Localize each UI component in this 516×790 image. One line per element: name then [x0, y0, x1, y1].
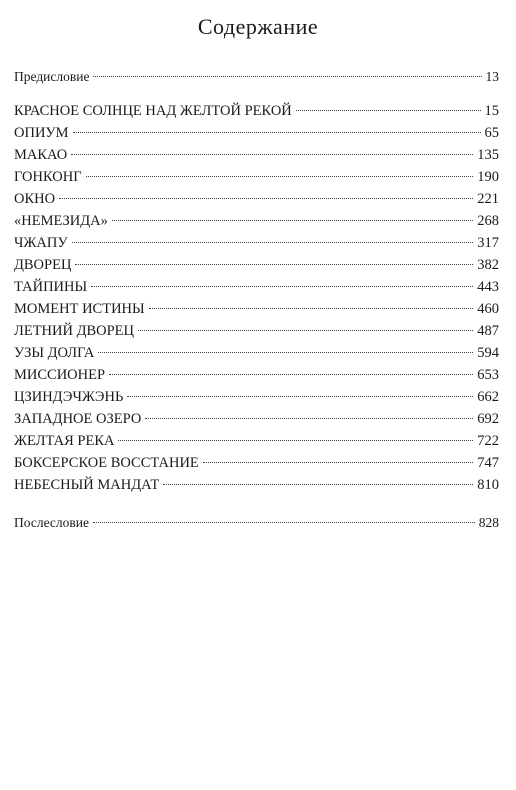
dot-leader — [91, 286, 473, 287]
toc-entry-label: УЗЫ ДОЛГА — [14, 345, 95, 361]
toc-entry-page: 662 — [477, 389, 499, 405]
toc-entry-label: Предисловие — [14, 69, 90, 84]
toc-entry-label: ЛЕТНИЙ ДВОРЕЦ — [14, 323, 135, 339]
dot-leader — [118, 440, 473, 441]
toc-entry-label: ОКНО — [14, 191, 56, 207]
dot-leader — [296, 110, 481, 111]
toc-entry-preface[interactable] — [14, 66, 499, 88]
dot-leader — [86, 176, 474, 177]
dot-leader — [163, 484, 473, 485]
toc-entry-label: МАКАО — [14, 147, 68, 163]
toc-entry-label: МИССИОНЕР — [14, 367, 106, 383]
toc-entry[interactable] — [14, 430, 499, 452]
toc-entry-page: 722 — [477, 433, 499, 449]
toc-entry[interactable] — [14, 276, 499, 298]
toc-entry[interactable] — [14, 408, 499, 430]
dot-leader — [72, 242, 474, 243]
dot-leader — [109, 374, 473, 375]
toc-entry-page: 487 — [477, 323, 499, 339]
toc-entry-label: БОКСЕРСКОЕ ВОССТАНИЕ — [14, 455, 199, 471]
dot-leader — [71, 154, 473, 155]
toc-entry[interactable] — [14, 166, 499, 188]
toc-entry[interactable] — [14, 342, 499, 364]
toc-entry-page: 190 — [477, 169, 499, 185]
toc-entry-page: 747 — [477, 455, 499, 471]
toc-entry-label: ДВОРЕЦ — [14, 257, 72, 273]
toc-entry[interactable] — [14, 320, 499, 342]
toc-entry-label: «НЕМЕЗИДА» — [14, 213, 108, 229]
toc-entry-page: 268 — [477, 213, 499, 229]
toc-entry-label: ГОНКОНГ — [14, 169, 82, 185]
toc-entry-label: НЕБЕСНЫЙ МАНДАТ — [14, 477, 160, 493]
toc-entry[interactable] — [14, 364, 499, 386]
toc-entry-page: 810 — [477, 477, 499, 493]
toc-entry[interactable] — [14, 298, 499, 320]
toc-entry[interactable] — [14, 122, 499, 144]
toc-entry[interactable] — [14, 452, 499, 474]
toc-entry-label: ТАЙПИНЫ — [14, 279, 88, 295]
toc-entry-page: 65 — [484, 125, 499, 141]
toc-entry[interactable] — [14, 386, 499, 408]
toc-entry-label: ЗАПАДНОЕ ОЗЕРО — [14, 411, 142, 427]
dot-leader — [127, 396, 473, 397]
toc-entry[interactable] — [14, 474, 499, 496]
table-of-contents — [14, 66, 499, 534]
toc-entry-label: ЧЖАПУ — [14, 235, 68, 251]
toc-entry-page: 13 — [485, 69, 499, 84]
dot-leader — [145, 418, 473, 419]
toc-entry[interactable] — [14, 254, 499, 276]
toc-entry-page: 221 — [477, 191, 499, 207]
toc-entry[interactable] — [14, 210, 499, 232]
dot-leader — [112, 220, 473, 221]
toc-entry-page: 460 — [477, 301, 499, 317]
toc-entry-label: МОМЕНТ ИСТИНЫ — [14, 301, 145, 317]
toc-entry-afterword[interactable] — [14, 512, 499, 534]
dot-leader — [203, 462, 473, 463]
toc-entry-page: 692 — [477, 411, 499, 427]
dot-leader — [138, 330, 473, 331]
toc-entry-label: ЦЗИНДЭЧЖЭНЬ — [14, 389, 124, 405]
toc-entry[interactable] — [14, 144, 499, 166]
toc-entry-page: 653 — [477, 367, 499, 383]
toc-entry-label: КРАСНОЕ СОЛНЦЕ НАД ЖЕЛТОЙ РЕКОЙ — [14, 103, 292, 119]
toc-entry[interactable] — [14, 100, 499, 122]
dot-leader — [75, 264, 473, 265]
dot-leader — [149, 308, 474, 309]
toc-entry-label: ЖЕЛТАЯ РЕКА — [14, 433, 115, 449]
toc-entry-page: 594 — [477, 345, 499, 361]
toc-entry-page: 382 — [477, 257, 499, 273]
toc-entry-label: ОПИУМ — [14, 125, 69, 141]
page-title: Содержание — [197, 14, 319, 39]
toc-entry-label: Послесловие — [14, 515, 89, 530]
dot-leader — [98, 352, 473, 353]
dot-leader — [73, 132, 481, 133]
toc-entry-page: 317 — [477, 235, 499, 251]
toc-entry-page: 443 — [477, 279, 499, 295]
dot-leader — [93, 522, 475, 523]
toc-entry[interactable] — [14, 188, 499, 210]
dot-leader — [93, 76, 481, 77]
toc-entry-page: 828 — [478, 515, 499, 530]
dot-leader — [59, 198, 473, 199]
toc-entry-page: 15 — [484, 103, 499, 119]
toc-entry-page: 135 — [477, 147, 499, 163]
toc-entry[interactable] — [14, 232, 499, 254]
